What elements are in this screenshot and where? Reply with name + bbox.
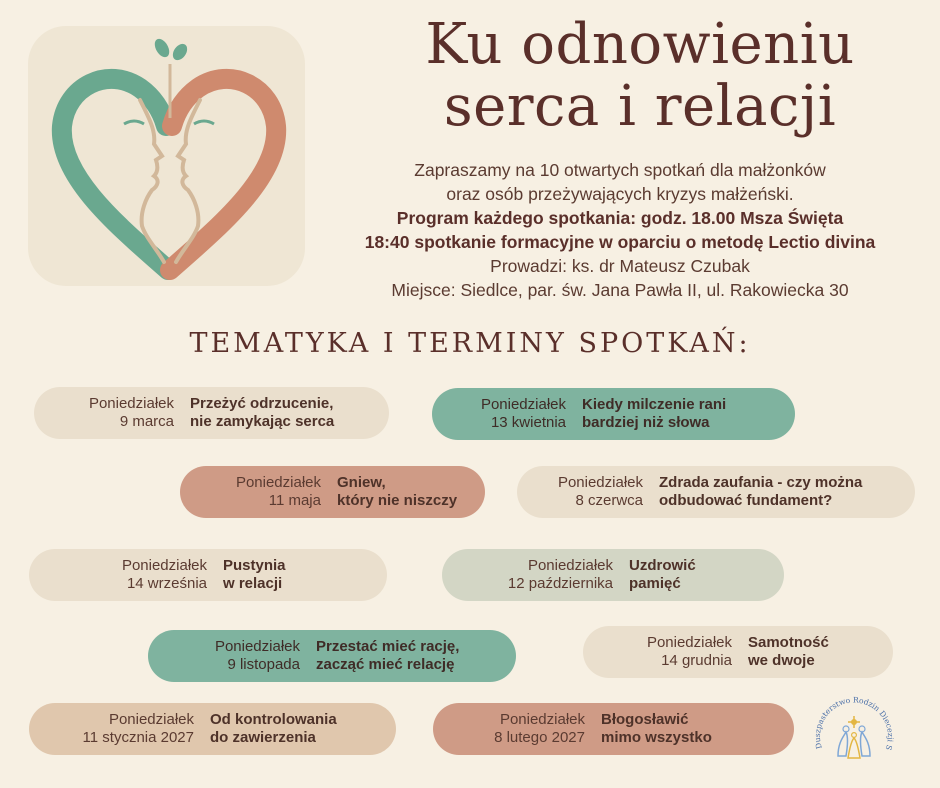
meeting-topic bbox=[210, 711, 337, 747]
meeting-topic-line-1: Przeżyć odrzucenie, bbox=[190, 395, 334, 412]
meeting-date bbox=[34, 395, 174, 431]
meeting-date bbox=[180, 474, 321, 510]
meeting-pill bbox=[442, 549, 784, 601]
meeting-topic bbox=[582, 396, 726, 432]
heart-faces-logo-icon bbox=[28, 26, 305, 286]
meeting-pill bbox=[432, 388, 795, 440]
diocese-badge bbox=[812, 686, 896, 772]
intro-line-2: oraz osób przeżywających kryzys małżeński. bbox=[446, 184, 794, 204]
meeting-topic-line-2: bardziej niż słowa bbox=[582, 414, 710, 431]
meeting-topic-line-1: Błogosławić bbox=[601, 711, 689, 728]
meeting-date-text: 13 kwietnia bbox=[490, 414, 566, 431]
meeting-topic bbox=[337, 474, 457, 510]
meeting-pill bbox=[29, 549, 387, 601]
meeting-date bbox=[583, 634, 732, 670]
meeting-day: Poniedziałek bbox=[108, 711, 194, 728]
meeting-day: Poniedziałek bbox=[499, 711, 585, 728]
intro-line-1: Zapraszamy na 10 otwartych spotkań dla małżonków bbox=[414, 160, 826, 180]
meeting-day: Poniedziałek bbox=[557, 474, 643, 491]
meeting-day: Poniedziałek bbox=[527, 557, 613, 574]
meeting-date-text: 9 listopada bbox=[227, 656, 300, 673]
title-line-1: Ku odnowieniu bbox=[425, 12, 855, 77]
meeting-topic bbox=[316, 638, 459, 674]
diocese-badge-icon bbox=[812, 686, 896, 772]
meeting-day: Poniedziałek bbox=[646, 634, 732, 651]
meeting-topic-line-1: Kiedy milczenie rani bbox=[582, 396, 727, 413]
meeting-topic-line-2: pamięć bbox=[629, 575, 681, 592]
meeting-topic bbox=[190, 395, 334, 431]
page-title bbox=[360, 14, 920, 138]
meeting-topic-line-2: w relacji bbox=[223, 575, 283, 592]
meeting-date bbox=[517, 474, 643, 510]
meeting-date-text: 11 stycznia 2027 bbox=[82, 729, 194, 746]
meeting-topic-line-1: Uzdrowić bbox=[629, 557, 696, 574]
meeting-date-text: 11 maja bbox=[268, 492, 321, 509]
title-line-2: serca i relacji bbox=[443, 74, 837, 139]
meeting-topic-line-2: który nie niszczy bbox=[337, 492, 458, 509]
meeting-topic-line-1: Przestać mieć rację, bbox=[316, 638, 460, 655]
meeting-date-text: 12 października bbox=[507, 575, 613, 592]
meeting-topic-line-2: do zawierzenia bbox=[210, 729, 316, 746]
intro-line-6: Miejsce: Siedlce, par. św. Jana Pawła II, ul. Rakowiecka 30 bbox=[391, 280, 849, 300]
meeting-date bbox=[148, 638, 300, 674]
meeting-day: Poniedziałek bbox=[121, 557, 207, 574]
meeting-date-text: 8 lutego 2027 bbox=[494, 729, 585, 746]
meeting-topic bbox=[601, 711, 712, 747]
meeting-pill bbox=[148, 630, 516, 682]
badge-text: Duszpasterstwo Rodzin Diecezji S bbox=[812, 695, 896, 752]
meeting-topic-line-1: Samotność bbox=[748, 634, 829, 651]
meeting-topic-line-2: mimo wszystko bbox=[601, 729, 712, 746]
intro-text bbox=[310, 158, 930, 302]
meeting-topic-line-1: Od kontrolowania bbox=[210, 711, 337, 728]
meeting-pill bbox=[433, 703, 794, 755]
meeting-pill bbox=[583, 626, 893, 678]
meeting-topic bbox=[629, 557, 696, 593]
meeting-topic-line-2: odbudować fundament? bbox=[659, 492, 833, 509]
meeting-date bbox=[433, 711, 585, 747]
meeting-pill bbox=[517, 466, 915, 518]
meeting-topic-line-1: Gniew, bbox=[337, 474, 386, 491]
meeting-topic bbox=[748, 634, 829, 670]
meeting-date bbox=[442, 557, 613, 593]
section-title: TEMATYKA I TERMINY SPOTKAŃ: bbox=[189, 328, 751, 359]
meeting-topic-line-2: we dwoje bbox=[748, 652, 815, 669]
meeting-topic bbox=[659, 474, 862, 510]
intro-line-5: Prowadzi: ks. dr Mateusz Czubak bbox=[490, 256, 750, 276]
meeting-topic-line-2: nie zamykając serca bbox=[190, 413, 335, 430]
meeting-pill bbox=[34, 387, 389, 439]
meeting-day: Poniedziałek bbox=[214, 638, 300, 655]
meeting-pill bbox=[29, 703, 396, 755]
meeting-date-text: 14 grudnia bbox=[661, 652, 732, 669]
logo-card bbox=[28, 26, 305, 286]
meeting-date-text: 9 marca bbox=[119, 413, 174, 430]
intro-line-4: 18:40 spotkanie formacyjne w oparciu o metodę Lectio divina bbox=[364, 232, 876, 252]
meeting-date bbox=[432, 396, 566, 432]
meeting-day: Poniedziałek bbox=[235, 474, 321, 491]
meeting-day: Poniedziałek bbox=[480, 396, 566, 413]
meeting-topic-line-1: Zdrada zaufania - czy można bbox=[659, 474, 863, 491]
meeting-topic bbox=[223, 557, 286, 593]
meeting-date-text: 8 czerwca bbox=[575, 492, 643, 509]
meeting-date-text: 14 września bbox=[126, 575, 207, 592]
meeting-day: Poniedziałek bbox=[88, 395, 174, 412]
meeting-topic-line-2: zacząć mieć relację bbox=[316, 656, 455, 673]
meeting-date bbox=[29, 711, 194, 747]
meeting-pill bbox=[180, 466, 485, 518]
meeting-topic-line-1: Pustynia bbox=[223, 557, 286, 574]
intro-line-3: Program każdego spotkania: godz. 18.00 Msza Święta bbox=[396, 208, 844, 228]
meeting-date bbox=[29, 557, 207, 593]
